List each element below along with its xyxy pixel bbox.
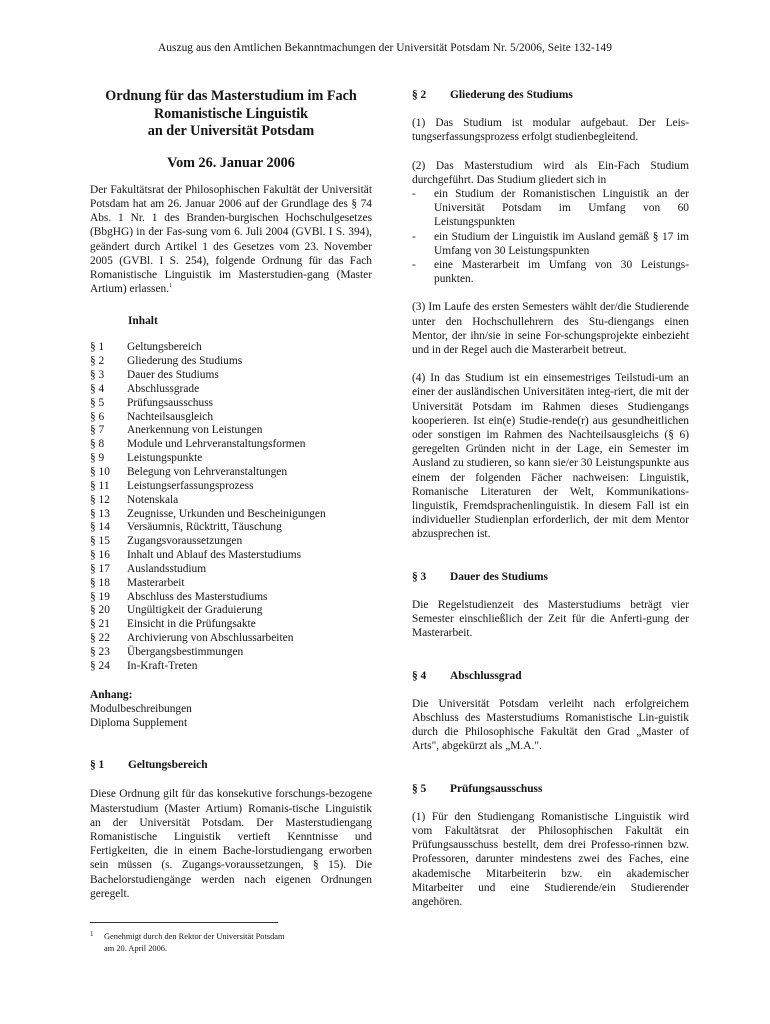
toc-item-number: § 15 [90,535,110,548]
toc-item-label: Ungültigkeit der Graduierung [127,604,263,617]
list-item [412,258,689,286]
toc-item [90,618,372,632]
toc-item [90,369,372,383]
footnote [90,931,370,954]
toc-item-label: Notenskala [127,493,179,506]
toc-item-label: Masterarbeit [127,576,185,589]
toc-item [90,424,372,438]
section-title: Geltungsbereich [128,759,208,772]
toc-item-number: § 14 [90,521,110,534]
toc-item [90,355,372,369]
section-5-paragraph-1: (1) Für den Studiengang Romanistische Linguistik wird vom Fakultätsrat der Philosophischen Fakultät ein Prüfungsausschuss bestellt, dem drei Professo-rinnen bzw. Professoren, darunter mindestens zwei des Faches, eine akademische Mitarbeiterin bzw. ein akademischer Mitarbeiter und eine Studierende/ein Studierender angehören. [412,810,689,908]
toc-item [90,452,372,466]
toc-item-label: Nachteilsausgleich [127,410,214,423]
document-date: Vom 26. Januar 2006 [167,154,295,171]
toc-item-number: § 21 [90,618,110,631]
toc-item-label: Belegung von Lehrveranstaltungen [127,466,288,478]
toc-item-label: Anerkennung von Leistungen [127,424,263,437]
toc-item-number: § 7 [90,424,105,437]
section-number: § 3 [412,570,427,583]
section-title: Prüfungsausschuss [450,782,543,795]
section-5-heading [412,782,689,796]
toc-item-label: Abschlussgrade [127,382,200,395]
right-column [412,88,689,909]
toc-item [90,604,372,618]
list-dash: - [412,259,416,272]
list-item-text: eine Masterarbeit im Umfang von 30 Leistungs-punkten. [434,259,689,286]
section-title: Abschlussgrad [450,669,522,682]
toc-item-number: § 24 [90,659,110,672]
toc-item [90,383,372,397]
toc-item-label: In-Kraft-Treten [127,659,198,672]
section-1-heading [90,758,372,772]
toc-item-label: Zeugnisse, Urkunden und Bescheinigungen [127,507,326,520]
toc-item-number: § 10 [90,466,110,478]
toc-item-number: § 18 [90,576,110,589]
table-of-contents [90,341,372,673]
toc-item-number: § 6 [90,410,105,423]
toc-item-number: § 23 [90,645,110,658]
footnote-line-2: am 20. April 2006. [104,943,168,953]
section-number: § 4 [412,669,427,682]
section-title: Gliederung des Studiums [450,89,573,101]
toc-item-number: § 20 [90,604,110,617]
section-2-paragraph-4: (4) In das Studium ist ein einsemestriges Teilstudi-um an einer der ausländischen Universitäten integ-riert, die mit der Universität Potsdam im Rahmen dieses Studiengangs kooperieren. Ist ein(e) Studie-rende(r) aus gesundheitlichen oder sonstigen im Rahmen des Nachteilsausgleichs (§ 6) geregelten Gründen nicht in der Lage, ein Semester im Ausland zu studieren, so kann sie/er 30 Leistungspunkte aus einem der folgenden Fächer nachweisen: Linguistik, Romanische Literaturen der Welt, Kommunikations-linguistik, Fremdsprachenlinguistik. In diesem Fall ist ein individueller Studienplan erforderlich, der mit dem Mentor abzusprechen ist. [412,372,689,541]
toc-item-label: Leistungserfassungsprozess [127,479,254,492]
toc-item-number: § 22 [90,632,110,645]
footnote-line-1: Genehmigt durch den Rektor der Universität Potsdam [104,932,285,941]
section-2-paragraph-3: (3) Im Laufe des ersten Semesters wählt der/die Studierende unter den Hochschullehrern des Stu-diengangs einen Mentor, der ihn/sie in seine For-schungsprojekte einbezieht und in der Regel auch die Masterarbeit betreut. [412,301,689,357]
title-line-3: an der Universität Potsdam [147,123,315,140]
toc-item [90,646,372,660]
toc-item-number: § 12 [90,493,110,506]
toc-item [90,411,372,425]
appendix-heading: Anhang: [90,688,133,701]
section-title: Dauer des Studiums [450,570,548,583]
toc-item-number: § 17 [90,562,110,575]
toc-item-label: Dauer des Studiums [127,369,219,382]
section-number: § 5 [412,782,427,795]
toc-item [90,341,372,355]
toc-item-label: Übergangsbestimmungen [127,645,244,658]
toc-item-label: Versäumnis, Rücktritt, Täuschung [127,521,282,534]
list-item-text: ein Studium der Romanistischen Linguistik an der Universität Potsdam im Umfang von 60 Leistungspunkten [434,188,689,229]
footnote-reference[interactable]: 1 [169,283,173,290]
intro-text: Der Fakultätsrat der Philosophischen Fakultät der Universität Potsdam hat am 26. Januar 2006 auf der Grundlage des § 74 Abs. 1 Nr. 1 des Branden-burgischen Hochschulgesetzes (BbgHG) in der Fas-sung vom 6. Juli 2004 (GVBl. I S. 394), geändert durch Artikel 1 des Gesetzes vom 23. November 2005 (GVBl. I S. 254), folgende Ordnung für das Fach Romanistische Linguistik im Masterstudien-gang (Master Artium) erlassen. [90,183,372,296]
section-number: § 2 [412,89,427,101]
toc-item [90,494,372,508]
appendix-item: Diploma Supplement [90,717,188,730]
toc-heading: Inhalt [128,315,158,328]
toc-item-number: § 5 [90,396,105,409]
section-4-text: Die Universität Potsdam verleiht nach erfolgreichem Abschluss des Masterstudiums Romanistische Lin-guistik durch die Philosophische Fakultät den Grad „Master of Arts", abgekürzt als „M.A.". [412,697,689,753]
toc-item [90,480,372,494]
toc-item-number: § 9 [90,452,105,465]
section-2-paragraph-2-intro: (2) Das Masterstudium wird als Ein-Fach Studium durchgeführt. Das Studium gliedert sich in [412,159,689,186]
section-number: § 1 [90,759,105,772]
section-3-text: Die Regelstudienzeit des Masterstudiums beträgt vier Semester einschließlich der Zeit für die Anferti-gung der Masterarbeit. [412,598,689,640]
toc-item-number: § 8 [90,438,105,451]
toc-item-number: § 2 [90,355,105,368]
toc-item [90,466,372,480]
list-item [412,187,689,230]
toc-item [90,438,372,452]
list-dash: - [412,230,416,243]
section-4-heading [412,669,689,683]
toc-item-label: Zugangsvoraussetzungen [127,535,243,548]
toc-item-label: Auslandsstudium [127,562,207,575]
toc-item [90,577,372,591]
toc-item-number: § 19 [90,590,110,603]
list-item-text: ein Studium der Linguistik im Ausland gemäß § 17 im Umfang von 30 Leistungspunkten [434,230,689,257]
section-3-heading [412,570,689,584]
appendix-item: Modulbeschreibungen [90,702,192,715]
toc-item-label: Leistungspunkte [127,452,203,465]
toc-item-label: Archivierung von Abschlussarbeiten [127,632,294,645]
toc-item-label: Inhalt und Ablauf des Masterstudiums [127,549,302,562]
toc-item-number: § 3 [90,369,105,382]
page-header: Auszug aus den Amtlichen Bekanntmachungen der Universität Potsdam Nr. 5/2006, Seite 132-149 [157,42,613,54]
list-item [412,230,689,258]
toc-item [90,563,372,577]
footnote-divider [90,922,278,923]
toc-item-label: Abschluss des Masterstudiums [127,590,268,603]
toc-item [90,660,372,674]
title-line-1: Ordnung für das Masterstudium im Fach [105,88,357,104]
toc-item-label: Module und Lehrveranstaltungsformen [127,438,306,451]
toc-item [90,549,372,563]
toc-item-number: § 4 [90,382,105,395]
toc-item [90,508,372,522]
list-dash: - [412,188,416,201]
left-column [90,88,372,901]
toc-item [90,591,372,605]
toc-item-number: § 16 [90,549,110,562]
intro-paragraph [90,183,372,297]
toc-item [90,397,372,411]
toc-item [90,632,372,646]
toc-item-label: Prüfungsausschuss [127,396,214,409]
toc-item-number: § 11 [90,479,110,492]
section-1-text: Diese Ordnung gilt für das konsekutive forschungs-bezogene Masterstudium (Master Artium) Romanis-tische Linguistik an der Universität Potsdam. Der Masterstudiengang Romanistische Linguistik vertieft Kenntnisse und Fertigkeiten, die in einem Bache-lorstudiengang erworben sein müssen (s. Zugangs-voraussetzungen, § 15). Die Bachelorstudiengänge werden nach eigenen Ordnungen geregelt. [90,788,372,900]
footnote-mark: 1 [90,930,94,938]
toc-item [90,535,372,549]
toc-item-label: Einsicht in die Prüfungsakte [127,618,256,631]
toc-item-number: § 1 [90,341,105,354]
toc-item [90,521,372,535]
section-2-paragraph-1: (1) Das Studium ist modular aufgebaut. Der Leis-tungserfassungsprozess erfolgt studienbegleitend. [412,117,689,144]
document-title [90,88,372,141]
section-2-heading [412,88,689,102]
toc-item-number: § 13 [90,507,110,520]
toc-item-label: Geltungsbereich [127,341,202,354]
title-line-2: Romanistische Linguistik [153,105,309,122]
toc-item-label: Gliederung des Studiums [127,355,243,368]
